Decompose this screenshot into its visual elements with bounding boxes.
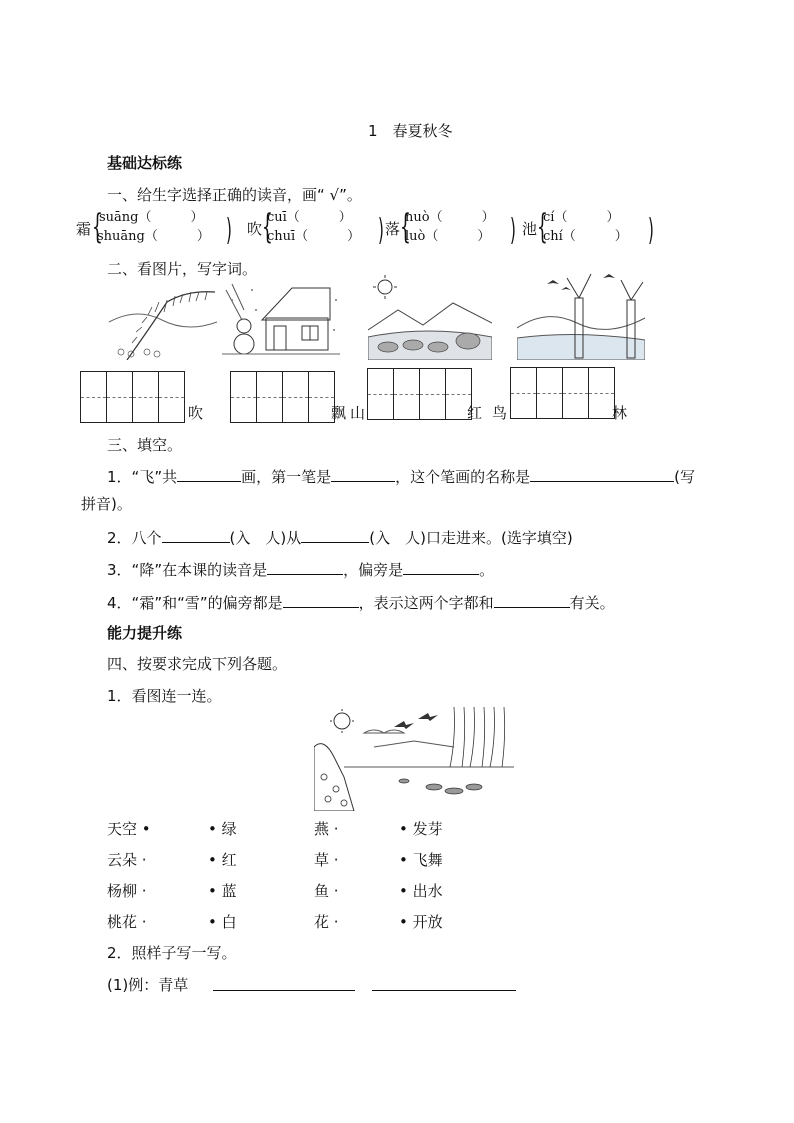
answer-blank[interactable] [177,465,241,482]
q3-text: ，表示这两个字都和 [358,594,494,612]
q2-suffix: 鸟 [492,404,508,422]
q3-line-2 [107,526,573,548]
bracket-icon: ) [378,213,384,248]
brace-icon: { [537,207,548,247]
writing-grid[interactable] [510,367,615,419]
match-left-item[interactable]: 天空 • [107,820,151,838]
q4-sub1: 1．看图连一连。 [107,687,222,705]
q3-line-4 [107,591,615,613]
answer-blank[interactable] [162,526,230,543]
section-basic-heading: 基础达标练 [107,154,183,172]
match-left-target[interactable]: • 绿 [208,820,237,838]
pinyin-option[interactable]: nuò（ ） [405,210,495,225]
q3-line-1 [107,465,695,487]
pinyin-option[interactable]: suāng（ ） [99,210,204,225]
answer-blank[interactable] [267,558,343,575]
q3-heading: 三、填空。 [107,436,183,454]
q2-prefix: 山 [350,404,366,422]
page-title: 1 春夏秋冬 [368,122,453,140]
q3-text: ，这个笔画的名称是 [395,468,531,486]
match-right-item[interactable]: 花 · [314,913,339,931]
q3-text: 2．八个 [107,529,162,547]
q4-sub2: 2．照样子写一写。 [107,944,237,962]
match-left-target[interactable]: • 白 [208,913,237,931]
birds-forest-picture [517,268,645,360]
pinyin-option[interactable]: shuāng（ ） [97,229,210,244]
answer-blank[interactable] [283,591,359,608]
pinyin-option[interactable]: chí（ ） [543,229,628,244]
q3-text: 拼音)。 [81,495,132,513]
brace-icon: { [400,207,411,247]
q3-text: 4．“霜”和“雪”的偏旁都是 [107,594,283,612]
pinyin-option[interactable]: cuī（ ） [267,210,352,225]
answer-blank[interactable] [213,989,355,991]
q1-char: 霜 [76,220,92,238]
snow-house-picture [222,280,340,360]
writing-grid[interactable] [80,371,185,423]
q2-suffix: 吹 [188,404,204,422]
sun-mountain-flowers-picture [368,275,492,360]
q3-text: (入 人)从 [229,529,302,547]
answer-blank[interactable] [494,591,570,608]
q3-text: (入 人)口走进来。(选字填空) [369,529,573,547]
brace-icon: { [92,207,103,247]
pinyin-option[interactable]: luò（ ） [405,229,491,244]
bracket-icon: ) [648,213,654,248]
spring-scene-picture [314,707,514,811]
q3-text: 3．“降”在本课的读音是 [107,561,268,579]
q3-text: 1．“飞”共 [107,468,178,486]
q2-suffix: 红 [467,404,483,422]
q2-suffix: 林 [612,404,628,422]
answer-blank[interactable] [301,526,369,543]
match-left-item[interactable]: 桃花 · [107,913,147,931]
q3-text: (写 [674,468,695,486]
match-right-target[interactable]: • 发芽 [399,820,443,838]
q3-line-3 [107,558,494,580]
q1-char: 吹 [247,220,263,238]
match-right-target[interactable]: • 开放 [399,913,443,931]
section-ability-heading: 能力提升练 [107,624,183,642]
q3-text: 。 [479,561,495,579]
match-right-item[interactable]: 鱼 · [314,882,339,900]
match-left-item[interactable]: 云朵 · [107,851,147,869]
answer-blank[interactable] [372,989,516,991]
writing-grid[interactable] [367,368,472,420]
match-right-target[interactable]: • 出水 [399,882,443,900]
willow-wind-picture [107,282,219,360]
writing-grid[interactable] [230,371,335,423]
match-right-target[interactable]: • 飞舞 [399,851,443,869]
brace-icon: { [262,207,273,247]
answer-blank[interactable] [530,465,674,482]
q2-suffix: 飘 [331,404,347,422]
q4-heading: 四、按要求完成下列各题。 [107,655,288,673]
match-right-item[interactable]: 燕 · [314,820,339,838]
q4-example: (1)例：青草 [107,976,189,994]
bracket-icon: ) [510,213,516,248]
match-left-item[interactable]: 杨柳 · [107,882,147,900]
q3-text: 有关。 [569,594,615,612]
answer-blank[interactable] [403,558,479,575]
match-left-target[interactable]: • 蓝 [208,882,237,900]
q1-char: 池 [522,220,538,238]
q1-char: 落 [385,220,401,238]
q3-text: 画，第一笔是 [241,468,332,486]
pinyin-option[interactable]: cí（ ） [543,210,620,225]
q2-heading: 二、看图片，写字词。 [107,260,258,278]
match-right-item[interactable]: 草 · [314,851,339,869]
pinyin-option[interactable]: chuī（ ） [267,229,361,244]
q1-heading: 一、给生字选择正确的读音，画“ √”。 [107,186,362,204]
answer-blank[interactable] [331,465,395,482]
bracket-icon: ) [226,213,232,248]
match-left-target[interactable]: • 红 [208,851,237,869]
q3-text: ，偏旁是 [343,561,404,579]
